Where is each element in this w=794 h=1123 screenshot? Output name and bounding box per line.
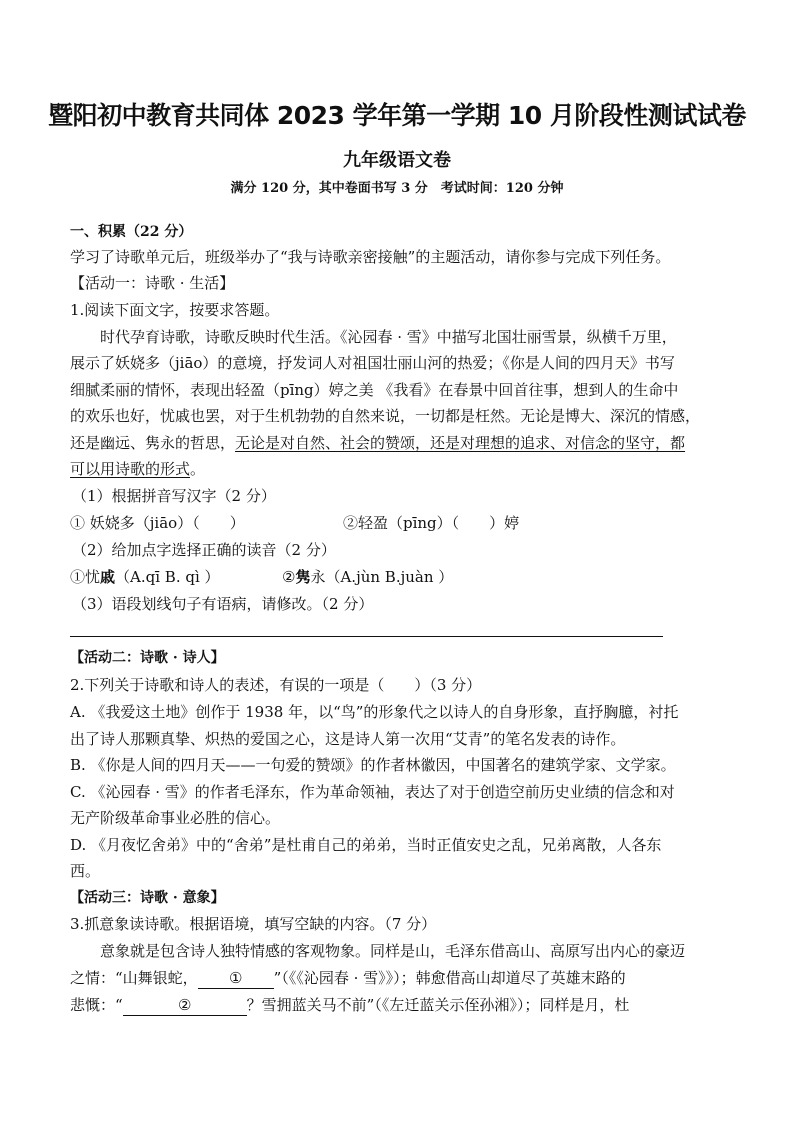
q1-sub2-a-options: （A.qī B. qì ）: [115, 568, 220, 586]
q2-option-a-line-2: 出了诗人那颗真挚、炽热的爱国之心，这是诗人第一次用“艾青”的笔名发表的诗作。: [70, 730, 626, 748]
exam-info: 满分 120 分，其中卷面书写 3 分 考试时间：120 分钟: [230, 181, 564, 196]
q1-sub2-item-b[interactable]: [282, 567, 453, 587]
q1-sub2: （2）给加点字选择正确的读音（2 分）: [72, 541, 336, 559]
q3-line2-prefix: 之情：“山舞银蛇，: [70, 969, 198, 987]
q2-option-b[interactable]: B. 《你是人间的四月天——一句爱的赞颂》的作者林徽因，中国著名的建筑学家、文学家。: [70, 756, 676, 774]
q1-passage-line-3: 细腻柔丽的情怀，表现出轻盈（pīng）婷之美 《我看》在春景中回首往事，想到人的生命中: [70, 381, 679, 399]
q1-sub1-item-b[interactable]: ②轻盈（pīng）（ ）婷: [343, 514, 520, 532]
section-intro: 学习了诗歌单元后，班级举办了“我与诗歌亲密接触”的主题活动，请你参与完成下列任务。: [70, 248, 671, 266]
q2-option-c-line-2: 无产阶级革命事业必胜的信心。: [70, 809, 281, 827]
q2-stem: 2.下列关于诗歌和诗人的表述，有误的一项是（ ）（3 分）: [70, 676, 482, 694]
q3-line3-suffix: ？雪拥蓝关马不前”（《左迁蓝关示侄孙湘》）；同样是月，杜: [246, 996, 630, 1014]
q1-passage-line-1: 时代孕育诗歌，诗歌反映时代生活。《沁园春 · 雪》中描写北国壮丽雪景，纵横千万里，: [100, 328, 677, 346]
q3-passage-line-2: [70, 968, 626, 989]
q1-underlined-sentence-part-2: 可以用诗歌的形式: [70, 460, 191, 478]
q1-stem: 1.阅读下面文字，按要求答题。: [70, 301, 280, 319]
q1-sub2-a-prefix: ①忧: [70, 568, 101, 586]
q1-passage-line-4: 的欢乐也好，忧戚也罢，对于生机勃勃的自然来说，一切都是枉然。无论是博大、深沉的情感，: [70, 407, 701, 425]
q1-sub1: （1）根据拼音写汉字（2 分）: [72, 487, 276, 505]
q2-option-c-line-1[interactable]: C. 《沁园春 · 雪》的作者毛泽东，作为革命领袖，表达了对于创造空前历史业绩的信念和对: [70, 783, 675, 801]
q1-sub2-item-a[interactable]: [70, 567, 220, 587]
activity-1-heading: 【活动一：诗歌 · 生活】: [70, 274, 235, 292]
q3-line3-prefix: 悲慨：“: [70, 996, 123, 1014]
exam-subject: 九年级语文卷: [343, 150, 451, 171]
activity-3-heading: 【活动三：诗歌 · 意象】: [70, 890, 225, 906]
q3-line2-suffix: ”（《《沁园春 · 雪》》）；韩愈借高山却道尽了英雄末路的: [273, 969, 626, 987]
q2-option-d-line-1[interactable]: D. 《月夜忆舍弟》中的“舍弟”是杜甫自己的弟弟，当时正值安史之乱，兄弟离散，人各东: [70, 836, 662, 854]
q3-passage-line-3: [70, 995, 629, 1016]
q2-option-d-line-2: 西。: [70, 862, 101, 880]
q3-stem: 3.抓意象读诗歌。根据语境，填写空缺的内容。（7 分）: [70, 915, 437, 933]
section-heading: 一、积累（22 分）: [70, 224, 193, 240]
q3-passage-line-1: 意象就是包含诗人独特情感的客观物象。同样是山，毛泽东借高山、高原写出内心的豪迈: [100, 942, 686, 960]
q1-passage-line-6: [70, 459, 205, 479]
q1-underlined-sentence-part-1: 无论是对自然、社会的赞颂，还是对理想的追求、对信念的坚守，都: [235, 434, 686, 452]
q1-sub2-b-prefix: ②: [282, 568, 296, 586]
q1-passage-end: 。: [190, 460, 206, 478]
q1-sub2-a-dotted-char: 戚: [100, 568, 116, 586]
q1-answer-line[interactable]: [70, 636, 663, 637]
q1-passage-line-5: [70, 433, 685, 453]
exam-title: 暨阳初中教育共同体 2023 学年第一学期 10 月阶段性测试试卷: [48, 101, 746, 130]
q1-sub2-b-dotted-char: 隽: [295, 568, 311, 586]
q1-passage-plain: 还是幽远、隽永的哲思，: [70, 434, 236, 452]
q1-passage-line-2: 展示了妖娆多（jiāo）的意境，抒发词人对祖国壮丽山河的热爱；《你是人间的四月天》书写: [70, 354, 675, 372]
q2-option-a-line-1[interactable]: A. 《我爱这土地》创作于 1938 年，以“鸟”的形象代之以诗人的自身形象，直抒胸臆，衬托: [70, 703, 679, 721]
q1-sub2-b-options: 永（A.jùn B.juàn ）: [310, 568, 454, 586]
q3-blank-1[interactable]: ①: [198, 968, 274, 989]
q3-blank-2[interactable]: ②: [123, 995, 247, 1016]
activity-2-heading: 【活动二：诗歌 · 诗人】: [70, 650, 225, 666]
q1-sub1-item-a[interactable]: ① 妖娆多（jiāo）（ ）: [70, 514, 245, 532]
q1-sub3: （3）语段划线句子有语病，请修改。（2 分）: [72, 595, 374, 613]
